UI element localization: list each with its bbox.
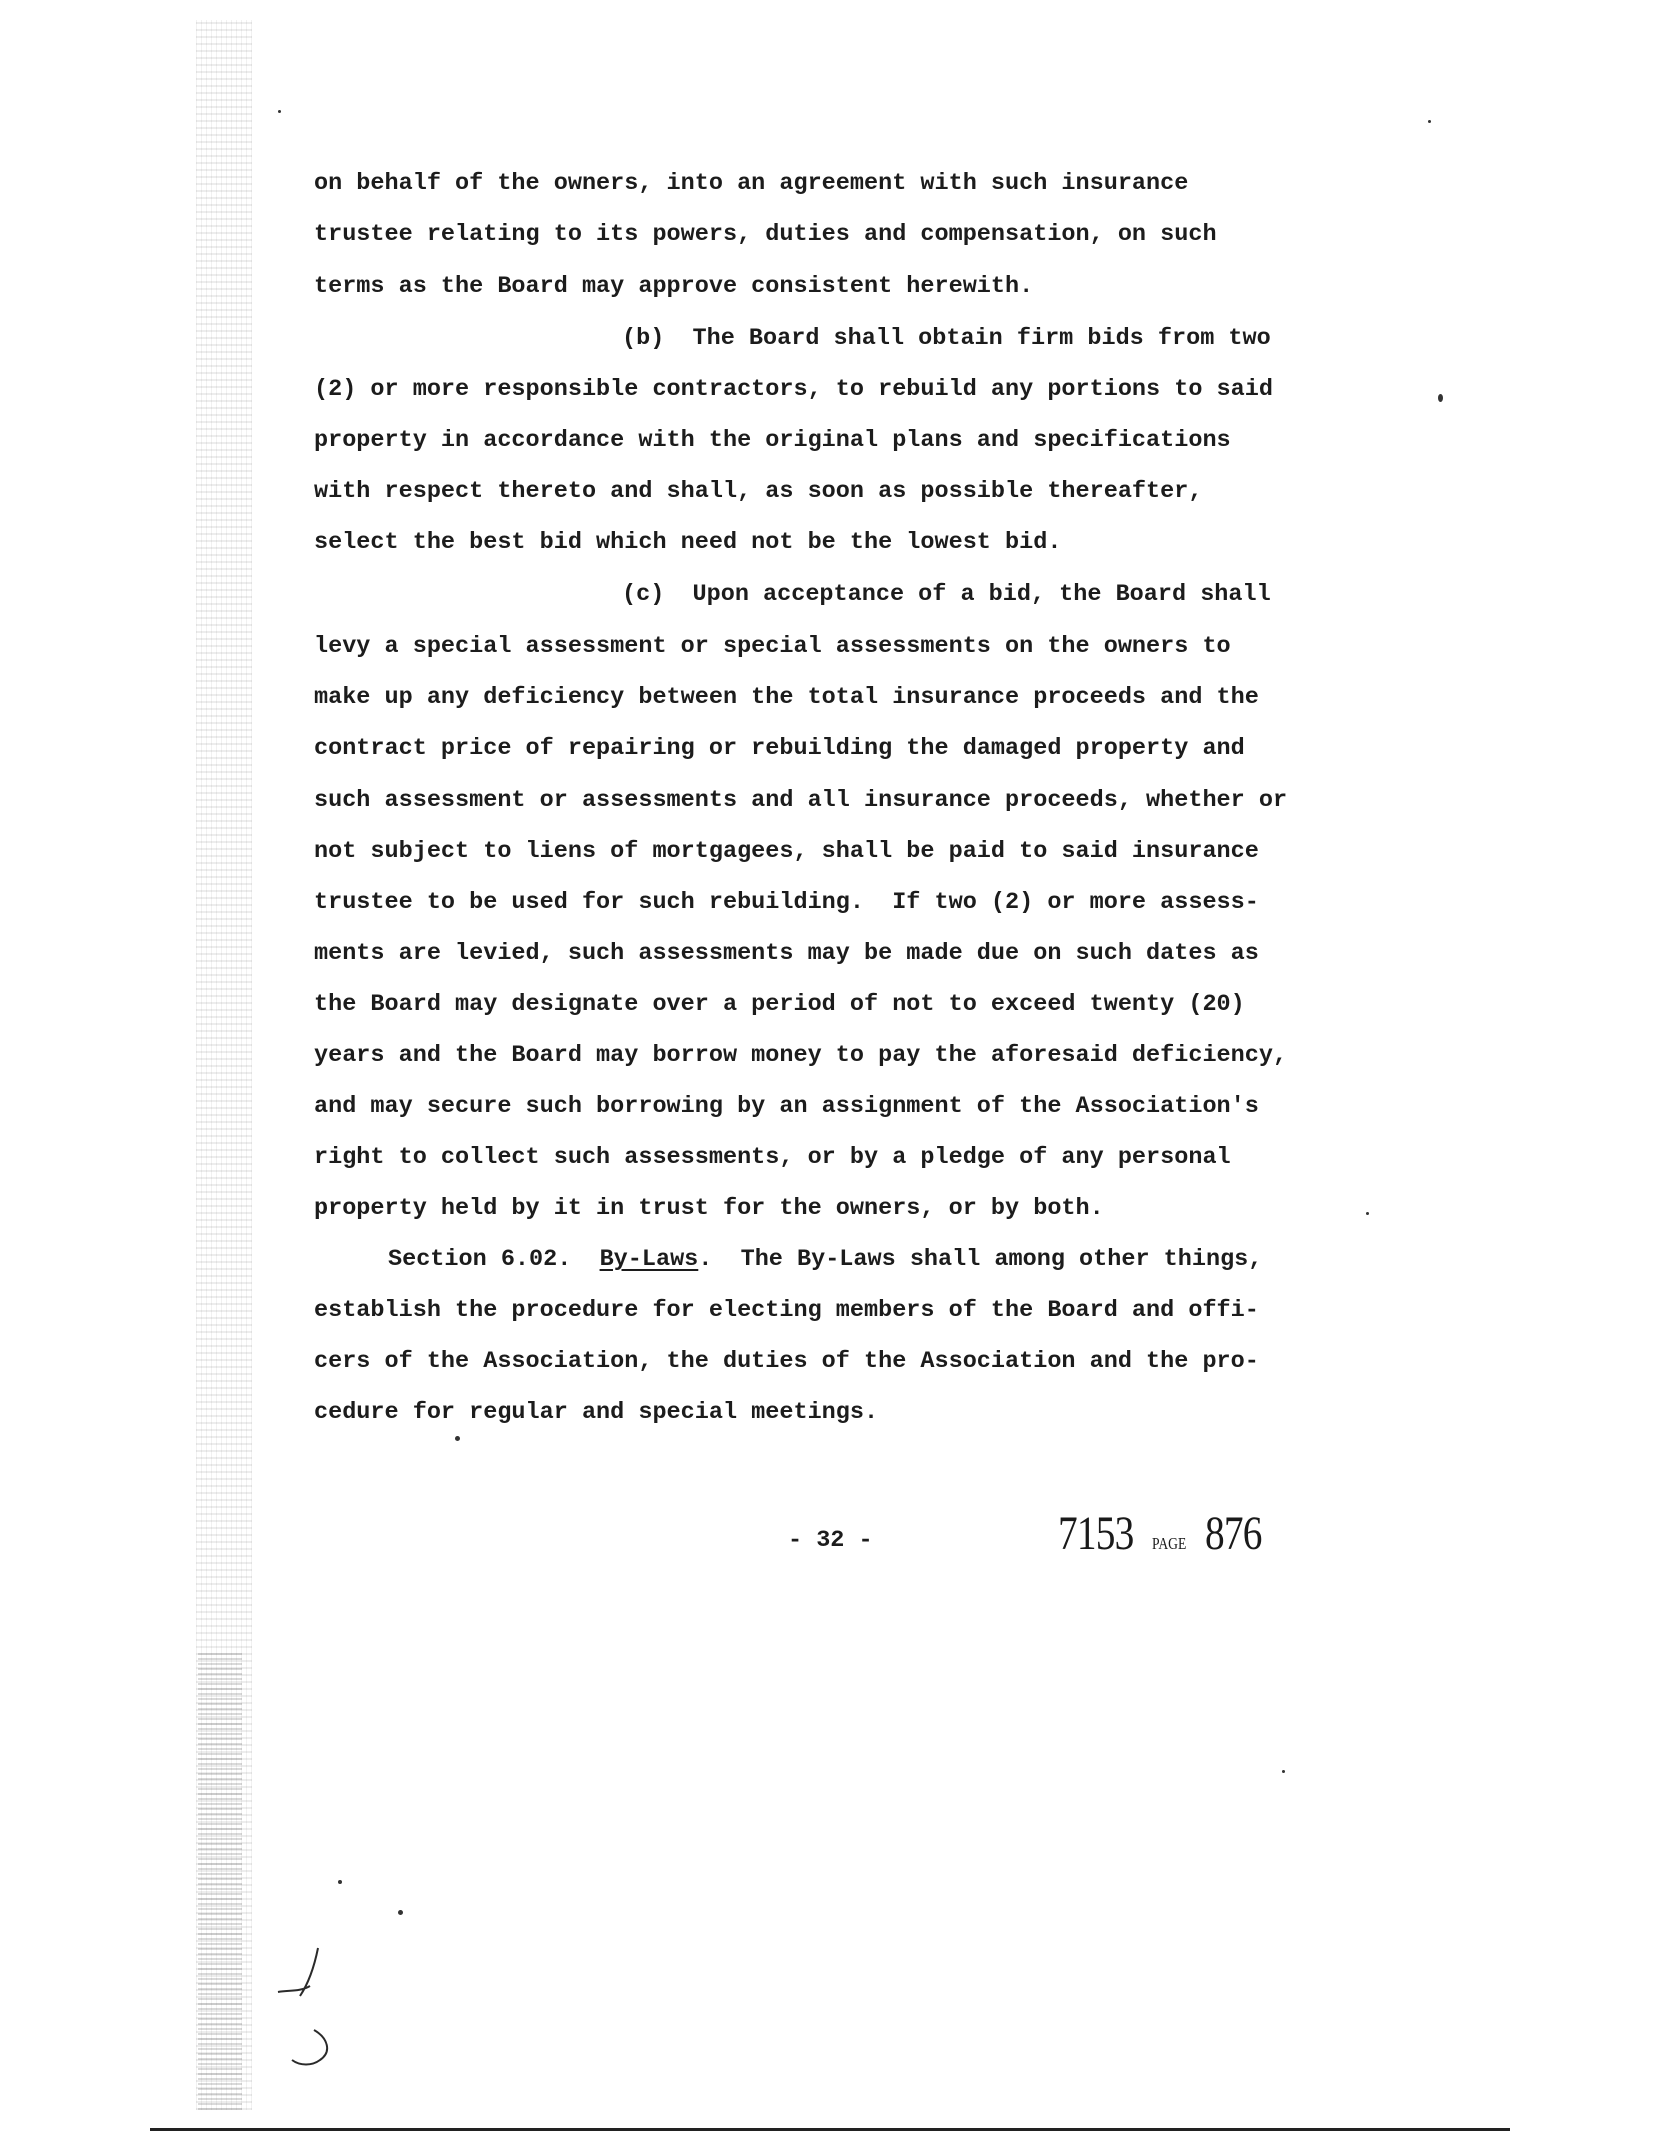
text-line: cers of the Association, the duties of the Association and the pro- — [314, 1348, 1259, 1375]
section-heading-line — [388, 1246, 1262, 1274]
text-line: (2) or more responsible contractors, to rebuild any portions to said — [314, 376, 1273, 403]
scan-speck — [338, 1880, 342, 1884]
text-line: property held by it in trust for the owners, or by both. — [314, 1195, 1104, 1222]
text-line: on behalf of the owners, into an agreement with such insurance — [314, 170, 1189, 197]
bottom-rule — [150, 2128, 1510, 2131]
text-line: trustee relating to its powers, duties and compensation, on such — [314, 221, 1217, 248]
text-line: make up any deficiency between the total insurance proceeds and the — [314, 684, 1259, 711]
text-line: ments are levied, such assessments may be made due on such dates as — [314, 940, 1259, 967]
text-line: the Board may designate over a period of not to exceed twenty (20) — [314, 991, 1245, 1018]
page-number: - 32 - — [788, 1527, 873, 1554]
book-number: 7153 — [1058, 1507, 1134, 1560]
recording-stamp — [1058, 1506, 1274, 1561]
recorded-page-number: 876 — [1204, 1507, 1262, 1560]
text-line: years and the Board may borrow money to pay the aforesaid deficiency, — [314, 1042, 1288, 1069]
text-line: with respect thereto and shall, as soon as possible thereafter, — [314, 478, 1203, 505]
text-line: cedure for regular and special meetings. — [314, 1399, 879, 1426]
handwritten-mark — [270, 1920, 350, 2090]
text-line: establish the procedure for electing members of the Board and offi- — [314, 1297, 1259, 1324]
text-line: terms as the Board may approve consistent herewith. — [314, 273, 1034, 300]
text-line: not subject to liens of mortgagees, shall be paid to said insurance — [314, 838, 1259, 865]
text-line: and may secure such borrowing by an assignment of the Association's — [314, 1093, 1259, 1120]
scan-speck — [1428, 120, 1431, 123]
page-label: PAGE — [1152, 1534, 1187, 1553]
scan-speck — [1366, 1212, 1369, 1215]
scan-speck — [455, 1436, 460, 1441]
text-line: select the best bid which need not be the lowest bid. — [314, 529, 1062, 556]
section-first-line-text: . The By-Laws shall among other things, — [698, 1246, 1263, 1273]
scan-speck — [398, 1910, 403, 1915]
text-line: contract price of repairing or rebuilding the damaged property and — [314, 735, 1245, 762]
scan-speck — [1282, 1770, 1285, 1773]
text-line: trustee to be used for such rebuilding. If two (2) or more assess- — [314, 889, 1259, 916]
text-line: levy a special assessment or special assessments on the owners to — [314, 633, 1231, 660]
scan-speck — [278, 110, 281, 113]
section-heading: By-Laws — [599, 1246, 699, 1273]
text-line: property in accordance with the original plans and specifications — [314, 427, 1231, 454]
text-line: (b) The Board shall obtain firm bids from two — [622, 325, 1271, 352]
scan-speck — [1438, 394, 1443, 402]
text-line: (c) Upon acceptance of a bid, the Board shall — [622, 581, 1271, 608]
section-number: Section 6.02. — [388, 1246, 572, 1273]
scan-artifact-left-margin-dark — [198, 1650, 242, 2110]
text-line: right to collect such assessments, or by a pledge of any personal — [314, 1144, 1231, 1171]
text-line: such assessment or assessments and all insurance proceeds, whether or — [314, 787, 1288, 814]
